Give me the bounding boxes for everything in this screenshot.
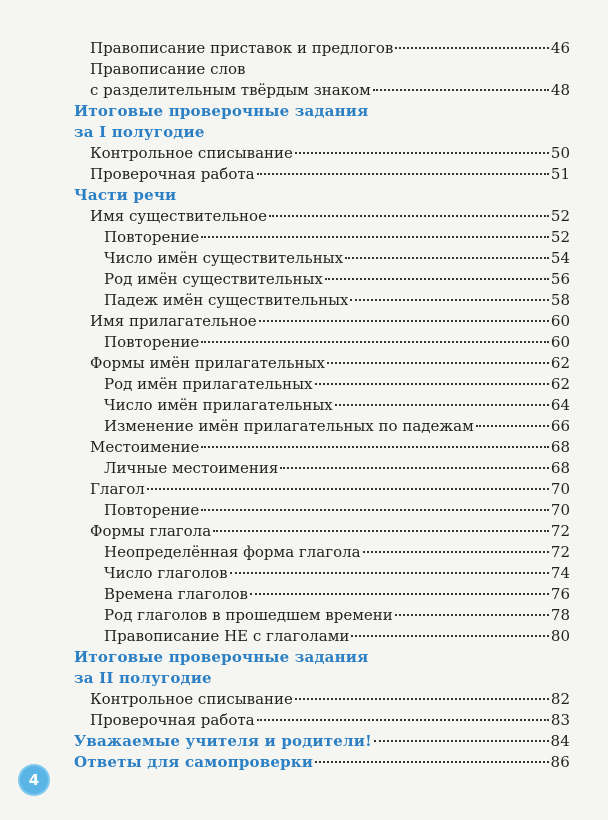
dot-leader xyxy=(259,320,549,322)
toc-page-number: 60 xyxy=(550,333,570,351)
toc-entry-title: Число имён прилагательных xyxy=(104,396,333,414)
dot-leader xyxy=(335,404,549,406)
toc-entry xyxy=(74,374,570,395)
toc-entry xyxy=(74,689,570,710)
toc-entry xyxy=(74,416,570,437)
dot-leader xyxy=(350,299,548,301)
dot-leader xyxy=(374,740,549,742)
toc-page-number: 70 xyxy=(550,501,570,519)
dot-leader xyxy=(315,383,549,385)
toc-page-number: 83 xyxy=(550,711,570,729)
toc-page-number: 52 xyxy=(550,207,570,225)
toc-entry-title: за II полугодие xyxy=(74,669,212,687)
toc-entry xyxy=(74,269,570,290)
toc-heading xyxy=(74,731,570,752)
toc-entry-title: Контрольное списывание xyxy=(90,690,293,708)
toc-heading xyxy=(74,647,570,668)
toc-entry-title: Правописание слов xyxy=(90,60,246,78)
toc-page-number: 46 xyxy=(550,39,570,57)
toc-entry xyxy=(74,164,570,185)
toc-entry-title: Проверочная работа xyxy=(90,165,255,183)
toc-entry-title: Имя существительное xyxy=(90,207,267,225)
toc-entry xyxy=(74,710,570,731)
toc-entry-title: Повторение xyxy=(104,228,200,246)
toc-page-number: 56 xyxy=(550,270,570,288)
toc-heading xyxy=(74,185,570,206)
toc-page-number: 64 xyxy=(550,396,570,414)
toc-page-number: 62 xyxy=(550,375,570,393)
toc-entry-title: Формы имён прилагательных xyxy=(90,354,325,372)
toc-entry xyxy=(74,206,570,227)
dot-leader xyxy=(315,761,548,763)
toc-entry xyxy=(74,353,570,374)
dot-leader xyxy=(201,509,549,511)
dot-leader xyxy=(257,173,549,175)
toc-page-number: 72 xyxy=(550,543,570,561)
toc-entry-title: Падеж имён существительных xyxy=(104,291,349,309)
toc-entry-title: Глагол xyxy=(90,480,145,498)
toc-page-number: 52 xyxy=(550,228,570,246)
toc-page-number: 50 xyxy=(550,144,570,162)
dot-leader xyxy=(295,698,549,700)
toc-entry xyxy=(74,311,570,332)
toc-page-number: 76 xyxy=(550,585,570,603)
dot-leader xyxy=(327,362,549,364)
toc-entry-title: Контрольное списывание xyxy=(90,144,293,162)
toc-entry-title: Итоговые проверочные задания xyxy=(74,648,369,666)
dot-leader xyxy=(395,614,549,616)
toc-entry xyxy=(74,605,570,626)
toc-entry-title: за I полугодие xyxy=(74,123,205,141)
toc-entry xyxy=(74,38,570,59)
toc-entry-title: Личные местоимения xyxy=(104,459,279,477)
toc-page-number: 54 xyxy=(550,249,570,267)
toc-entry-title: Правописание НЕ с глаголами xyxy=(104,627,350,645)
toc-entry-title: Род глаголов в прошедшем времени xyxy=(104,606,393,624)
toc-page-number: 48 xyxy=(550,81,570,99)
toc-page-number: 58 xyxy=(550,291,570,309)
dot-leader xyxy=(363,551,549,553)
toc-page-number: 82 xyxy=(550,690,570,708)
toc-entry-title: Род имён прилагательных xyxy=(104,375,313,393)
toc-entry xyxy=(74,584,570,605)
toc-entry-title: Уважаемые учителя и родители! xyxy=(74,732,372,750)
toc-entry xyxy=(74,626,570,647)
toc-page-number: 51 xyxy=(550,165,570,183)
toc-page-number: 80 xyxy=(550,627,570,645)
toc-entry xyxy=(74,542,570,563)
toc-entry-title: Итоговые проверочные задания xyxy=(74,102,369,120)
toc-entry-title: с разделительным твёрдым знаком xyxy=(90,81,371,99)
toc-entry-title: Изменение имён прилагательных по падежам xyxy=(104,417,474,435)
toc-page-number: 62 xyxy=(550,354,570,372)
dot-leader xyxy=(250,593,549,595)
dot-leader xyxy=(373,89,549,91)
dot-leader xyxy=(257,719,549,721)
toc-entry xyxy=(74,563,570,584)
toc-page-number: 66 xyxy=(550,417,570,435)
toc-page-number: 68 xyxy=(550,438,570,456)
dot-leader xyxy=(295,152,549,154)
dot-leader xyxy=(201,236,549,238)
toc-entry-title: Местоимение xyxy=(90,438,200,456)
toc-entry xyxy=(74,227,570,248)
toc-entry xyxy=(74,458,570,479)
dot-leader xyxy=(476,425,549,427)
toc-entry xyxy=(74,500,570,521)
toc-entry xyxy=(74,80,570,101)
toc-entry-title: Времена глаголов xyxy=(104,585,248,603)
toc-entry-title: Формы глагола xyxy=(90,522,212,540)
toc-entry-title: Повторение xyxy=(104,501,200,519)
dot-leader xyxy=(201,446,549,448)
toc-entry-title: Повторение xyxy=(104,333,200,351)
dot-leader xyxy=(201,341,549,343)
dot-leader xyxy=(345,257,549,259)
toc-entry xyxy=(74,395,570,416)
toc-page-number: 78 xyxy=(550,606,570,624)
dot-leader xyxy=(351,635,549,637)
toc-entry-title: Число имён существительных xyxy=(104,249,344,267)
toc-entry-title: Правописание приставок и предлогов xyxy=(90,39,394,57)
dot-leader xyxy=(213,530,549,532)
toc-entry xyxy=(74,248,570,269)
toc-entry xyxy=(74,479,570,500)
toc-entry xyxy=(74,143,570,164)
toc-page-number: 60 xyxy=(550,312,570,330)
toc-entry-title: Имя прилагательное xyxy=(90,312,257,330)
toc-entry-title: Части речи xyxy=(74,186,177,204)
toc-page-number: 68 xyxy=(550,459,570,477)
toc-page-number: 84 xyxy=(550,732,570,750)
toc-heading xyxy=(74,668,570,689)
table-of-contents xyxy=(74,38,570,773)
toc-entry xyxy=(74,59,570,80)
toc-entry xyxy=(74,521,570,542)
dot-leader xyxy=(395,47,549,49)
toc-page-number: 74 xyxy=(550,564,570,582)
toc-entry xyxy=(74,437,570,458)
dot-leader xyxy=(325,278,549,280)
toc-page-number: 72 xyxy=(550,522,570,540)
dot-leader xyxy=(269,215,549,217)
dot-leader xyxy=(280,467,549,469)
toc-entry-title: Неопределённая форма глагола xyxy=(104,543,361,561)
toc-entry xyxy=(74,332,570,353)
toc-entry-title: Число глаголов xyxy=(104,564,228,582)
toc-entry-title: Род имён существительных xyxy=(104,270,323,288)
dot-leader xyxy=(147,488,549,490)
dot-leader xyxy=(230,572,549,574)
toc-heading xyxy=(74,122,570,143)
toc-page-number: 86 xyxy=(550,753,570,771)
toc-entry-title: Ответы для самопроверки xyxy=(74,753,314,771)
toc-heading xyxy=(74,101,570,122)
toc-page-number: 70 xyxy=(550,480,570,498)
toc-entry-title: Проверочная работа xyxy=(90,711,255,729)
toc-entry xyxy=(74,290,570,311)
page-number-badge: 4 xyxy=(20,766,48,794)
toc-heading xyxy=(74,752,570,773)
